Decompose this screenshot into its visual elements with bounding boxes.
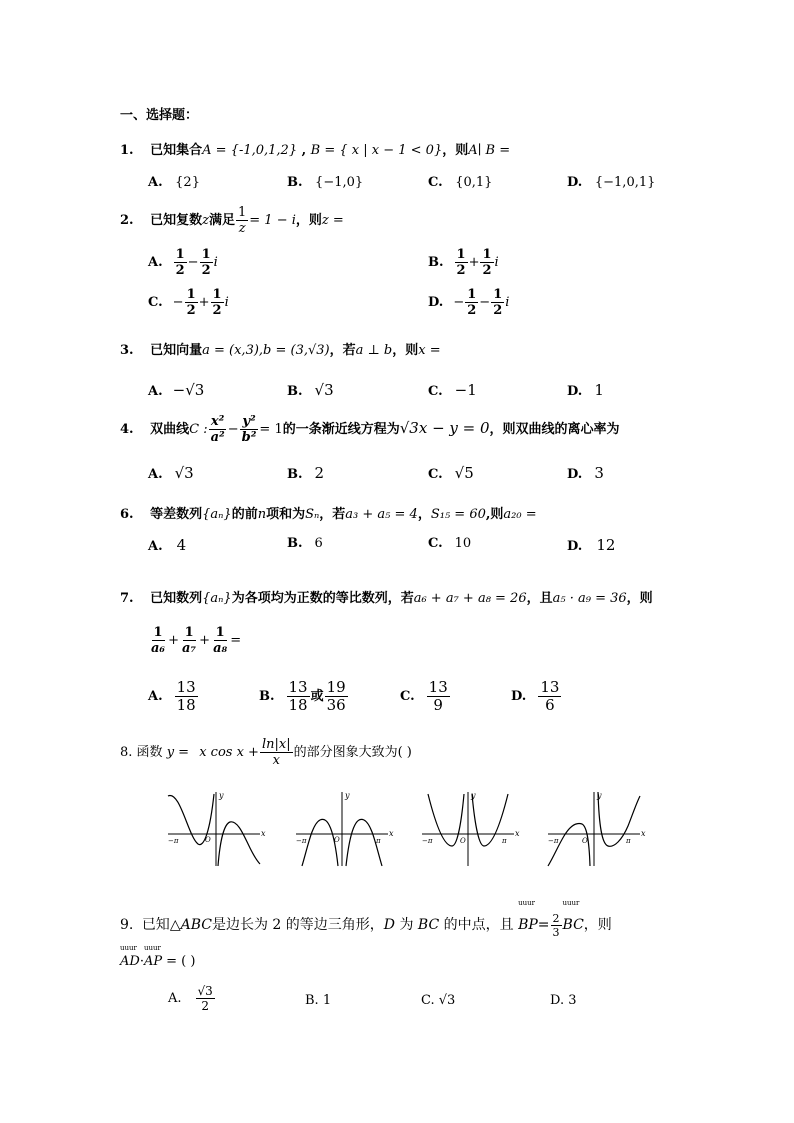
option-label: B. (259, 689, 275, 704)
question-3 (120, 339, 441, 358)
graph-option-d[interactable] (540, 786, 650, 872)
math-expr: {aₙ} (202, 591, 232, 606)
fraction: $\frac{\text{x²}}{\text{a²}}$ (210, 414, 225, 445)
option-label: D. (567, 175, 583, 190)
option-label: A. (148, 689, 163, 704)
fraction: $\frac{\ln|x|}{x}$ (261, 737, 291, 768)
math-expr: B = { x | x − 1 < 0} (310, 143, 443, 158)
origin-label: O (205, 836, 211, 844)
question-text: = ( ) (166, 954, 196, 969)
option-b[interactable] (428, 248, 499, 277)
option-b[interactable] (305, 993, 331, 1008)
neg-pi-label: −π (422, 837, 433, 845)
question-text: 项和为 (266, 507, 306, 522)
math-expr: a₂₀ = (503, 507, 537, 522)
graph-option-c[interactable] (414, 786, 524, 872)
option-c[interactable] (428, 175, 492, 190)
option-d[interactable] (567, 536, 615, 554)
x-label: x (641, 829, 646, 838)
option-label: C. (428, 384, 443, 399)
option-value: {0,1} (455, 175, 493, 190)
option-c[interactable] (428, 464, 474, 482)
imag-unit: i (213, 255, 218, 270)
imag-unit: i (224, 295, 229, 310)
option-a[interactable] (148, 175, 200, 190)
option-d[interactable] (511, 680, 562, 713)
x-label: x (261, 829, 266, 838)
option-value: 1 (594, 381, 604, 399)
fraction: $\frac{1}{\text{a₈}}$ (213, 625, 228, 656)
question-text: 已知集合 (150, 143, 203, 158)
math-expr: {aₙ} (202, 507, 232, 522)
option-label: A. (168, 991, 182, 1006)
option-b[interactable] (287, 175, 363, 190)
sign: − (453, 295, 465, 310)
option-value: {2} (175, 175, 200, 190)
option-label: C. (421, 993, 435, 1008)
vector-ad: uuur AD (120, 944, 140, 969)
question-text: 等差数列 (150, 507, 203, 522)
question-text: 已知数列 (150, 591, 203, 606)
question-number: 3. (120, 343, 134, 358)
math-var: n (257, 507, 267, 522)
option-value: 3 (568, 993, 577, 1008)
question-text: ，若 (329, 343, 356, 358)
option-value: 3 (594, 464, 604, 482)
curve (428, 794, 464, 846)
option-b[interactable] (259, 680, 349, 713)
option-value: √3 (174, 464, 194, 482)
option-value: −1 (454, 381, 477, 399)
math-expr: Sₙ (305, 507, 320, 522)
option-a[interactable] (148, 536, 186, 554)
option-a[interactable] (148, 680, 199, 713)
option-label: A. (148, 175, 163, 190)
option-label: D. (567, 467, 583, 482)
math-var: BC (417, 917, 440, 933)
question-text: 已知复数 (150, 213, 203, 228)
question-text: ，且 (526, 591, 553, 606)
fraction: $\frac{1}{2}$ (186, 287, 196, 318)
question-number: 1. (120, 143, 134, 158)
option-label: B. (287, 175, 303, 190)
math-expr: x = (418, 343, 441, 358)
option-label: C. (148, 295, 163, 310)
y-label: y (597, 791, 602, 800)
math-expr: A∣ B = (468, 143, 511, 158)
option-b[interactable] (287, 464, 324, 482)
option-label: A. (148, 467, 163, 482)
question-1 (120, 139, 510, 158)
math-expr: b = (3,√3) (263, 343, 330, 358)
math-expr: S₁₅ = 60 (430, 507, 486, 522)
option-value: 2 (314, 464, 325, 482)
operator: = (230, 633, 242, 648)
option-value: {−1,0,1} (594, 175, 656, 190)
math-var: z (202, 213, 209, 228)
question-text: 为各项均为正数的等比数列，若 (231, 591, 414, 606)
question-text: 已知 (141, 917, 170, 933)
question-text: 是边长为 2 的等边三角形， (211, 917, 384, 933)
question-text: ，则 (583, 917, 612, 933)
question-text: 双曲线 (150, 422, 190, 437)
origin-label: O (460, 837, 466, 845)
question-text: 函数 (136, 745, 163, 760)
imag-unit: i (505, 295, 510, 310)
option-c[interactable] (148, 288, 229, 317)
question-6 (120, 503, 537, 522)
question-7 (120, 587, 653, 606)
pi-label: π (502, 837, 507, 845)
option-a[interactable] (148, 464, 194, 482)
arrow-mark: uuur (143, 944, 161, 952)
fraction: $\frac{1}{\text{a₆}}$ (151, 625, 166, 656)
sum-expression (148, 626, 241, 655)
option-label: D. (567, 384, 583, 399)
question-text: ，则 (392, 343, 419, 358)
arrow-mark: uuur (562, 899, 580, 907)
option-value: 12 (596, 536, 616, 554)
operator: + (198, 295, 210, 310)
graph-option-a[interactable] (160, 786, 270, 872)
option-c[interactable] (428, 536, 471, 551)
fraction: $\frac{1}{2}$ (201, 247, 211, 278)
y-label: y (471, 791, 476, 800)
math-expr: = 1 (259, 422, 283, 437)
curve (598, 792, 640, 846)
option-label: D. (567, 539, 583, 554)
option-label: A. (148, 255, 163, 270)
fraction: $\frac{2}{3}$ (552, 911, 560, 939)
option-d[interactable] (567, 175, 655, 190)
option-label: B. (305, 993, 319, 1008)
question-text: ，则 (626, 591, 653, 606)
option-value: √5 (454, 464, 474, 482)
question-4 (120, 415, 620, 444)
operator: + (468, 255, 480, 270)
option-b[interactable] (287, 536, 323, 551)
math-expr: A = {-1,0,1,2} (202, 143, 298, 158)
neg-pi-label: −π (548, 837, 559, 845)
fraction: $\frac{13}{6}$ (540, 678, 560, 714)
vector-bc: uuur BC (562, 899, 584, 933)
question-text: 为 (395, 917, 418, 933)
option-d[interactable] (550, 993, 577, 1008)
option-label: A. (148, 539, 163, 554)
origin-label: O (582, 837, 588, 845)
question-number: 6. (120, 507, 134, 522)
option-label: C. (428, 536, 443, 551)
question-number: 9. (120, 917, 134, 933)
sign: − (172, 295, 184, 310)
math-expr: x cos x + (199, 745, 259, 760)
option-a[interactable] (148, 248, 218, 277)
option-label: C. (428, 467, 443, 482)
operator: − (227, 422, 239, 437)
option-c[interactable] (428, 381, 477, 399)
option-value: 6 (314, 536, 323, 551)
origin-label: O (334, 836, 340, 844)
vector-ap: uuur AP (143, 944, 163, 969)
fraction: $\frac{13}{9}$ (428, 678, 448, 714)
math-expr: a₅ · a₉ = 36 (552, 591, 627, 606)
fraction: $\frac{1}{2}$ (212, 287, 222, 318)
curve (302, 819, 338, 866)
question-text: ，则双曲线的离心率为 (489, 422, 620, 437)
neg-pi-label: −π (296, 837, 307, 845)
fraction: $\frac{1}{2}$ (175, 247, 185, 278)
question-9-continued (120, 944, 196, 969)
fraction: $\frac{13}{18}$ (288, 678, 308, 714)
question-text: ,则 (485, 507, 504, 522)
math-expr: a₆ + a₇ + a₈ = 26 (413, 591, 527, 606)
question-text: 的前 (231, 507, 258, 522)
math-expr: a₃ + a₅ = 4 (345, 507, 418, 522)
option-value: −√3 (172, 381, 205, 399)
y-label: y (345, 791, 350, 800)
math-var: D (383, 917, 395, 933)
x-label: x (389, 829, 394, 838)
operator: + (199, 633, 211, 648)
question-9 (120, 899, 612, 939)
option-value: √3 (438, 993, 456, 1008)
operator: − (187, 255, 199, 270)
fraction: $\frac{√3}{2}$ (197, 984, 213, 1013)
question-text: 的中点，且 (439, 917, 514, 933)
pi-label: π (376, 837, 381, 845)
math-expr: y = (166, 745, 190, 760)
fraction: $\frac{1}{2}$ (482, 247, 492, 278)
option-d[interactable] (567, 464, 604, 482)
option-d[interactable] (567, 381, 604, 399)
curve (218, 822, 260, 866)
option-value: 4 (176, 536, 187, 554)
math-expr: = 1 − i (249, 213, 296, 228)
question-text: ，则 (442, 143, 469, 158)
section-title: 一、选择题： (120, 108, 199, 123)
question-text: 的一条渐近线方程为 (282, 422, 400, 437)
fraction: $\frac{1}{2}$ (493, 287, 503, 318)
option-label: B. (428, 255, 444, 270)
question-text: 已知向量 (150, 343, 203, 358)
option-c[interactable] (400, 680, 451, 713)
option-label: D. (428, 295, 444, 310)
fraction: $\frac{\text{y²}}{\text{b²}}$ (241, 414, 257, 445)
option-d[interactable] (428, 288, 509, 317)
y-label: y (219, 791, 224, 800)
option-label: B. (287, 467, 303, 482)
option-c[interactable] (421, 993, 455, 1008)
separator: ， (417, 507, 431, 522)
option-value: 1 (322, 993, 332, 1008)
option-label: C. (428, 175, 443, 190)
question-number: 7. (120, 591, 134, 606)
math-expr: a = (x,3), (202, 343, 264, 358)
option-label: B. (287, 536, 303, 551)
question-number: 2. (120, 213, 134, 228)
operator: − (479, 295, 491, 310)
question-text: ，则 (295, 213, 322, 228)
neg-pi-label: −π (168, 837, 179, 845)
question-text: 的部分图象大致为( ) (293, 745, 412, 760)
fraction: $\frac{1}{2}$ (467, 287, 477, 318)
arrow-mark: uuur (518, 899, 535, 907)
fraction: $\frac{1}{\text{a₇}}$ (182, 625, 197, 656)
operator: · (139, 954, 144, 969)
x-label: x (515, 829, 520, 838)
question-text: 满足 (208, 213, 235, 228)
option-a[interactable] (148, 381, 204, 399)
option-value: 10 (454, 536, 472, 551)
option-value: √3 (314, 381, 334, 399)
question-text: ，若 (319, 507, 346, 522)
question-8 (120, 738, 412, 767)
math-expr: C : (189, 422, 208, 437)
option-label: D. (550, 993, 565, 1008)
option-label: B. (287, 384, 303, 399)
separator: , (297, 143, 311, 158)
fraction: $\frac{19}{36}$ (326, 678, 346, 714)
operator: + (168, 633, 180, 648)
pi-label: π (626, 837, 631, 845)
option-label: D. (511, 689, 527, 704)
question-2 (120, 206, 344, 235)
question-number: 4. (120, 422, 134, 437)
math-expr: a ⊥ b (355, 343, 393, 358)
vector-bp: uuur BP (518, 899, 538, 933)
math-expr: △ABC (169, 917, 212, 933)
fraction: $\frac{13}{18}$ (176, 678, 196, 714)
option-b[interactable] (287, 381, 334, 399)
fraction: $\frac{1}{z}$ (238, 205, 247, 236)
operator: = (537, 917, 550, 933)
option-value: {−1,0} (315, 175, 364, 190)
math-expr: √3x − y = 0 (399, 419, 490, 437)
or-text: 或 (310, 689, 324, 704)
fraction: $\frac{1}{2}$ (456, 247, 466, 278)
imag-unit: i (494, 255, 499, 270)
math-expr: z = (321, 213, 344, 228)
graph-option-b[interactable] (288, 786, 398, 872)
question-number: 8. (120, 745, 133, 760)
arrow-mark: uuur (120, 944, 137, 952)
option-label: C. (400, 689, 415, 704)
option-a[interactable] (168, 985, 216, 1012)
option-label: A. (148, 384, 163, 399)
